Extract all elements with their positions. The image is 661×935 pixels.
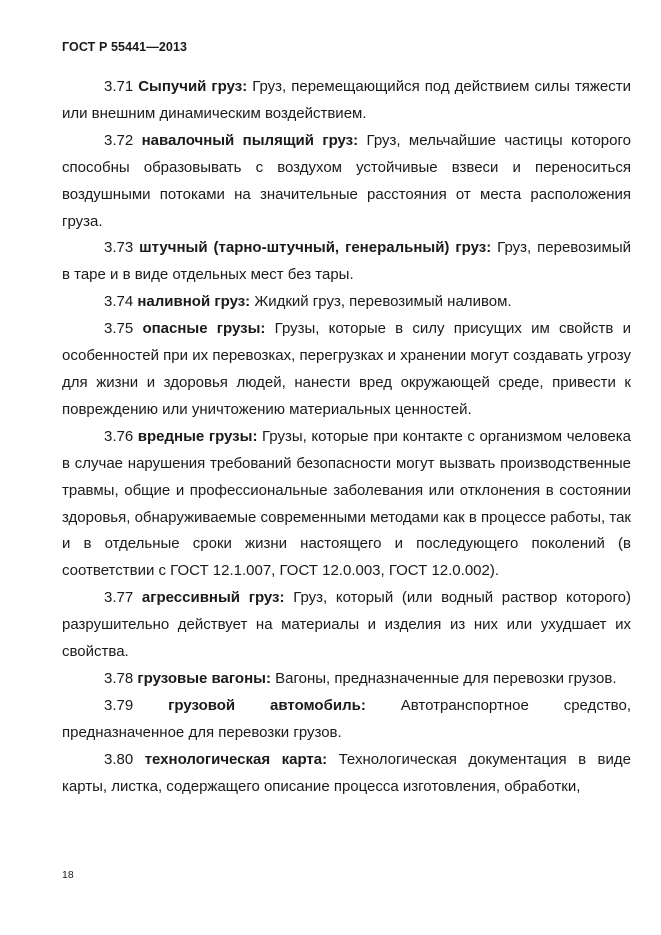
definition-text: Грузы, которые в силу присущих им свойств и особенностей при их перевозках, перегрузках и хранении могут создавать угрозу для жизни и здоровья людей, нанести вред окружающей среде, привести к повреждению или уничтожению материальных ценностей. [62, 320, 631, 418]
term: грузовой автомобиль: [168, 696, 366, 714]
term: грузовые вагоны: [137, 669, 271, 687]
document-header: ГОСТ Р 55441—2013 [62, 40, 188, 54]
definition-text: Груз, перевозимый в таре и в виде отдельных мест без тары. [62, 239, 631, 284]
clause-number: 3.79 [104, 696, 169, 714]
term: опасные грузы: [142, 320, 266, 338]
definition-paragraph [62, 693, 631, 747]
clause-number: 3.71 [104, 78, 139, 95]
clause-number: 3.72 [104, 131, 142, 149]
definition-paragraph [62, 74, 631, 128]
term: агрессивный груз: [141, 589, 285, 607]
clause-number: 3.77 [104, 589, 142, 607]
definition-paragraph [62, 289, 631, 316]
definition-text: Жидкий груз, перевозимый наливом. [250, 293, 512, 311]
definition-paragraph [62, 747, 631, 801]
term: навалочный пылящий груз: [141, 131, 359, 149]
clause-number: 3.76 [104, 427, 138, 445]
definition-text: Груз, перемещающийся под действием силы тяжести или внешним динамическим воздействием. [62, 78, 631, 122]
term: штучный (тарно-штучный, генеральный) груз: [139, 239, 492, 257]
term: Сыпучий груз: [138, 78, 248, 95]
document-body [62, 74, 631, 800]
clause-number: 3.78 [104, 669, 138, 687]
definition-paragraph [62, 585, 631, 666]
page-number: 18 [62, 869, 74, 881]
clause-number: 3.75 [104, 320, 143, 338]
definition-text: Технологическая документация в виде карты, листка, содержащего описание процесса изготовления, обработки, [62, 750, 631, 795]
term: наливной груз: [137, 293, 251, 311]
definition-text: Автотранспортное средство, предназначенное для перевозки грузов. [62, 696, 631, 741]
definition-paragraph [62, 235, 631, 289]
definition-text: Грузы, которые при контакте с организмом человека в случае нарушения требований безопасности могут вызвать производственные травмы, общие и профессиональные заболевания или отклонения в состоянии здоровья, обнаруживаемые современными методами как в процессе работы, так и в отдельные сроки жизни настоящего и последующего поколений (в соответствии с ГОСТ 12.1.007, ГОСТ 12.0.003, ГОСТ 12.0.002). [62, 427, 631, 580]
definition-text: Груз, мельчайшие частицы которого способны образовывать с воздухом устойчивые взвеси и переноситься воздушными потоками на значительные расстояния от места расположения груза. [62, 131, 631, 230]
term: технологическая карта: [144, 750, 328, 768]
definition-paragraph [62, 128, 631, 236]
definition-paragraph [62, 666, 631, 693]
clause-number: 3.80 [104, 750, 145, 768]
clause-number: 3.74 [104, 293, 138, 311]
clause-number: 3.73 [104, 239, 140, 257]
definition-paragraph [62, 316, 631, 424]
definition-text: Вагоны, предназначенные для перевозки грузов. [270, 669, 617, 687]
definition-paragraph [62, 424, 631, 585]
term: вредные грузы: [137, 427, 258, 445]
definition-text: Груз, который (или водный раствор которого) разрушительно действует на материалы и изделия из них или ухудшает их свойства. [62, 589, 631, 661]
